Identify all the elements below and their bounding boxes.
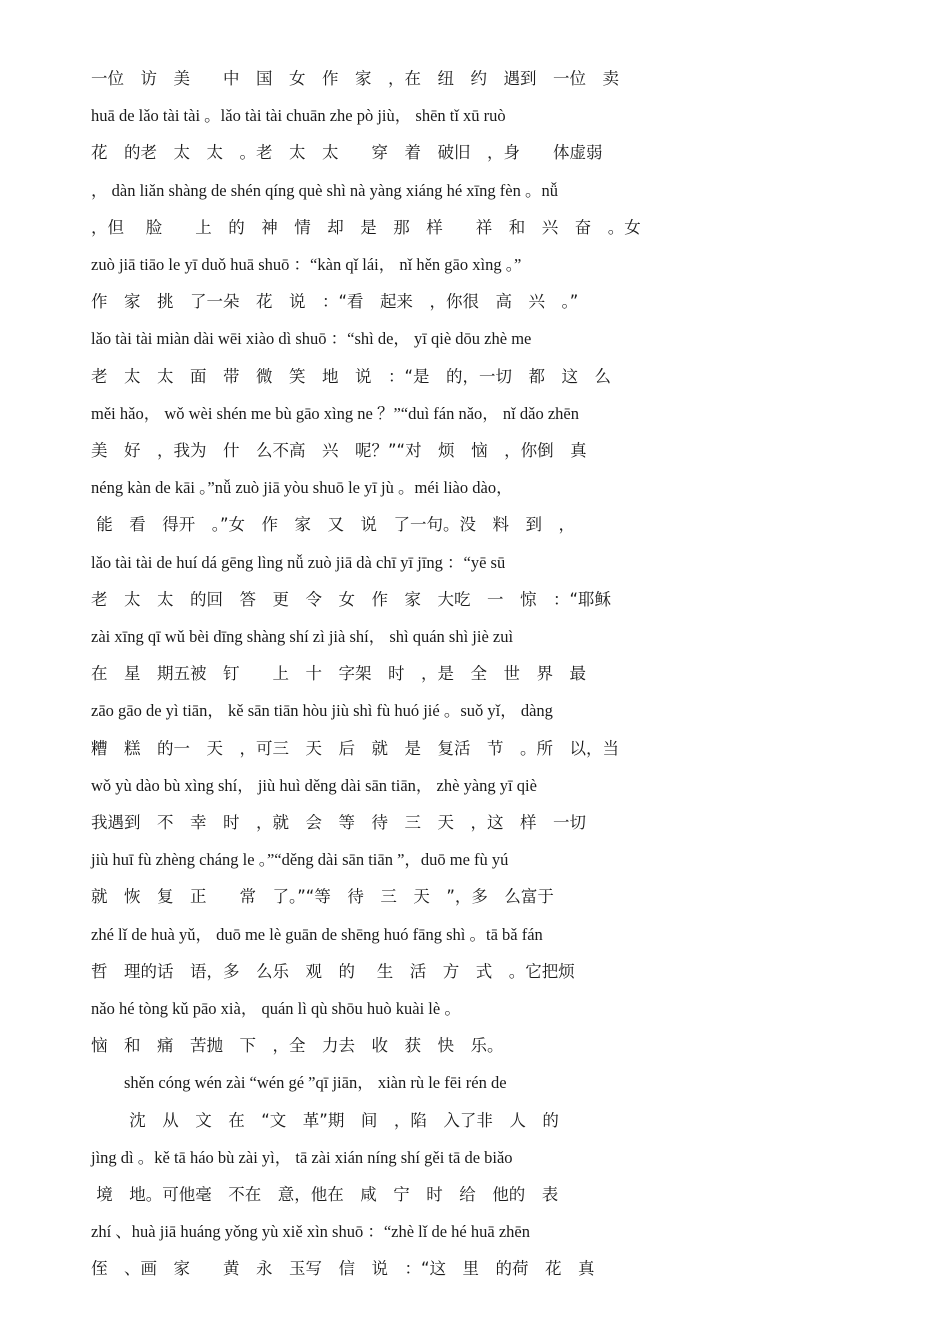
hanzi-line: 作 家 挑 了一朵 花 说 ：“看 起来 ，你很 高 兴 。” <box>91 292 579 312</box>
pinyin-line: nǎo hé tòng kǔ pāo xià， quán lì qù shōu huò kuài lè 。 <box>91 999 461 1018</box>
hanzi-line: 一位 访 美 中 国 女 作 家 ，在 纽 约 遇到 一位 卖 <box>91 69 619 88</box>
pinyin-line: wǒ yù dào bù xìng shí， jiù huì děng dài sān tiān， zhè yàng yī qiè <box>91 775 537 795</box>
pinyin-line: zài xīng qī wǔ bèi dīng shàng shí zì jià shí， shì quán shì jiè zuì <box>91 627 514 646</box>
hanzi-line: 侄 、画 家 黄 永 玉写 信 说 ：“这 里 的荷 花 真 <box>91 1259 595 1279</box>
hanzi-line: 老 太 太 面 带 微 笑 地 说 ：“是 的，一切 都 这 么 <box>91 366 612 386</box>
pinyin-line: huā de lǎo tài tài 。lǎo tài tài chuān zhe pò jiù， shēn tǐ xū ruò <box>91 106 506 126</box>
pinyin-line: néng kàn de kāi 。”nǚ zuò jiā yòu shuō le yī jù 。méi liào dào， <box>91 478 513 498</box>
hanzi-line: 哲 理的话 语，多 么乐 观 的 生 活 方 式 。它把烦 <box>91 961 575 981</box>
hanzi-line: 在 星 期五被 钉 上 十 字架 时 ，是 全 世 界 最 <box>91 664 586 684</box>
hanzi-line: 沈 从 文 在 “文 革”期 间 ，陷 入了非 人 的 <box>91 1110 559 1130</box>
hanzi-line: 能 看 得开 。”女 作 家 又 说 了一句。没 料 到 ， <box>91 515 576 535</box>
pinyin-line: měi hǎo， wǒ wèi shén me bù gāo xìng ne ？”“duì fán nǎo， nǐ dǎo zhēn <box>91 403 579 423</box>
pinyin-line: lǎo tài tài de huí dá gēng lìng nǚ zuò jiā dà chī yī jīng ：“yē sū <box>91 552 506 572</box>
hanzi-line: 就 恢 复 正 常 了。”“等 待 三 天 ”，多 么富于 <box>91 887 554 907</box>
hanzi-line: 恼 和 痛 苦抛 下 ，全 力去 收 获 快 乐。 <box>91 1036 504 1056</box>
pinyin-line: ， dàn liǎn shàng de shén qíng què shì nà yàng xiáng hé xīng fèn 。nǚ <box>91 180 558 200</box>
pinyin-line: shěn cóng wén zài “wén gé ”qī jiān， xiàn rù le fēi rén de <box>91 1073 507 1093</box>
hanzi-line: 糟 糕 的一 天 ，可三 天 后 就 是 复活 节 。所 以，当 <box>91 738 619 758</box>
pinyin-line: lǎo tài tài miàn dài wēi xiào dì shuō ：“shì de， yī qiè dōu zhè me <box>91 329 532 349</box>
hanzi-line: 境 地。可他毫 不在 意，他在 咸 宁 时 给 他的 表 <box>91 1185 559 1204</box>
pinyin-line: zāo gāo de yì tiān， kě sān tiān hòu jiù shì fù huó jié 。suǒ yǐ， dàng <box>91 701 553 721</box>
pinyin-line: zhé lǐ de huà yǔ， duō me lè guān de shēng huó fāng shì 。tā bǎ fán <box>91 924 543 944</box>
pinyin-line: zuò jiā tiāo le yī duǒ huā shuō ：“kàn qǐ lái， nǐ hěn gāo xìng 。” <box>91 255 522 274</box>
hanzi-line: 我遇到 不 幸 时 ，就 会 等 待 三 天 ，这 样 一切 <box>91 813 586 832</box>
pinyin-line: jìng dì 。kě tā háo bù zài yì， tā zài xián níng shí gěi tā de biǎo <box>91 1147 513 1167</box>
hanzi-line: 美 好 ，我为 什 么不高 兴 呢？”“对 烦 恼 ，你倒 真 <box>91 441 587 460</box>
pinyin-line: zhí 、huà jiā huáng yǒng yù xiě xìn shuō ：“zhè lǐ de hé huā zhēn <box>91 1222 530 1242</box>
hanzi-line: ，但 脸 上 的 神 情 却 是 那 样 祥 和 兴 奋 。女 <box>91 217 641 237</box>
hanzi-line: 花 的老 太 太 。老 太 太 穿 着 破旧 ，身 体虚弱 <box>91 143 603 163</box>
pinyin-line: jiù huī fù zhèng cháng le 。”“děng dài sān tiān ”，duō me fù yú <box>91 850 509 870</box>
hanzi-line: 老 太 太 的回 答 更 令 女 作 家 大吃 一 惊 ：“耶稣 <box>91 589 612 609</box>
